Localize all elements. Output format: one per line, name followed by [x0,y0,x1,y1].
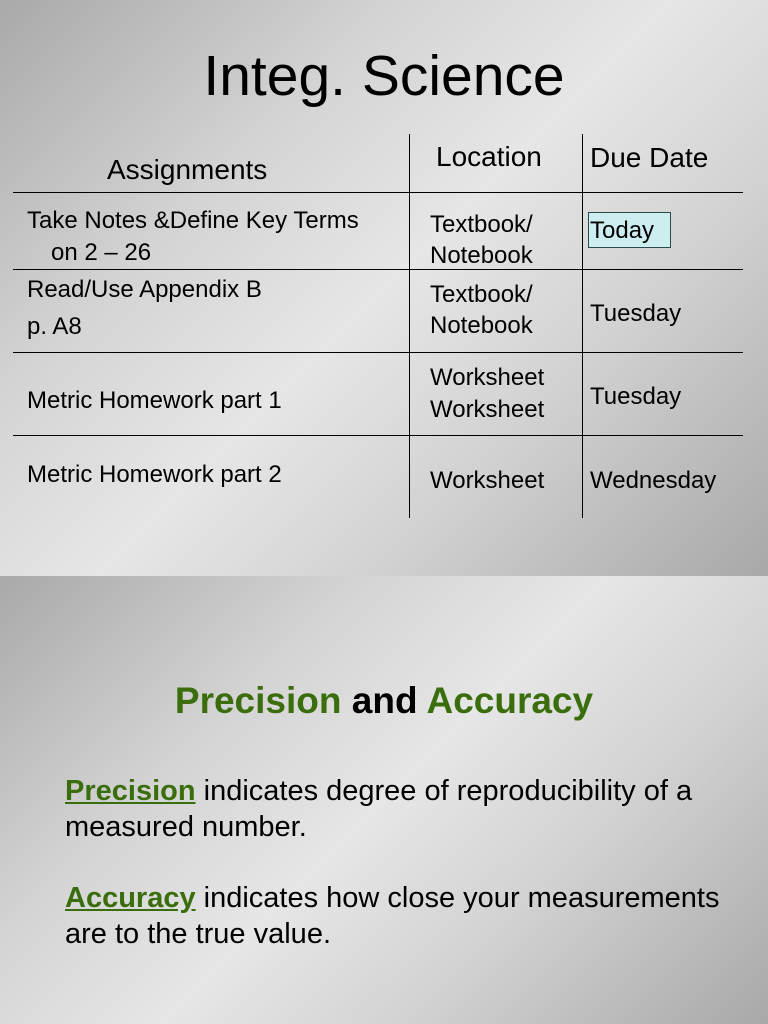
row4-assignment-line1: Metric Homework part 2 [27,461,282,488]
table-divider-row-3 [13,435,743,436]
row1-due: Today [590,217,655,244]
accuracy-text: indicates how close your measurements are to the true value. [65,882,720,950]
header-assignments: Assignments [107,154,268,185]
row2-assignment-line1: Read/Use Appendix B [27,276,262,303]
precision-term: Precision [65,775,196,807]
slide-precision-accuracy [0,576,768,1024]
accuracy-definition [65,880,725,952]
row2-location-line1: Textbook/ [430,281,533,308]
row4-location-line1: Worksheet [430,467,545,494]
heading-accuracy: Accuracy [426,680,594,721]
row1-assignment-line2: on 2 – 26 [51,239,152,266]
heading-precision: Precision [174,680,342,721]
row2-assignment-line2: p. A8 [27,313,82,340]
table-divider-row-2 [13,352,743,353]
precision-text: indicates degree of reproducibility of a measured number. [65,775,693,843]
accuracy-term: Accuracy [65,882,196,914]
slide-title: Integ. Science [203,44,565,108]
row1-location-line2: Notebook [430,242,533,269]
row1-assignment-line1: Take Notes &Define Key Terms [27,207,359,234]
row4-due: Wednesday [590,467,717,494]
row3-location-line2: Worksheet [430,396,545,423]
header-location: Location [436,141,542,172]
header-due-date: Due Date [590,142,709,173]
slide-heading [0,679,768,723]
row2-location-line2: Notebook [430,312,533,339]
table-divider-row-1 [13,269,743,270]
row3-location-line1: Worksheet [430,364,545,391]
row1-location-line1: Textbook/ [430,211,533,238]
table-divider-header [13,192,743,193]
heading-and: and [351,680,418,721]
row2-due: Tuesday [590,300,682,327]
precision-definition [65,773,725,845]
row3-assignment-line1: Metric Homework part 1 [27,387,282,414]
row3-due: Tuesday [590,383,682,410]
